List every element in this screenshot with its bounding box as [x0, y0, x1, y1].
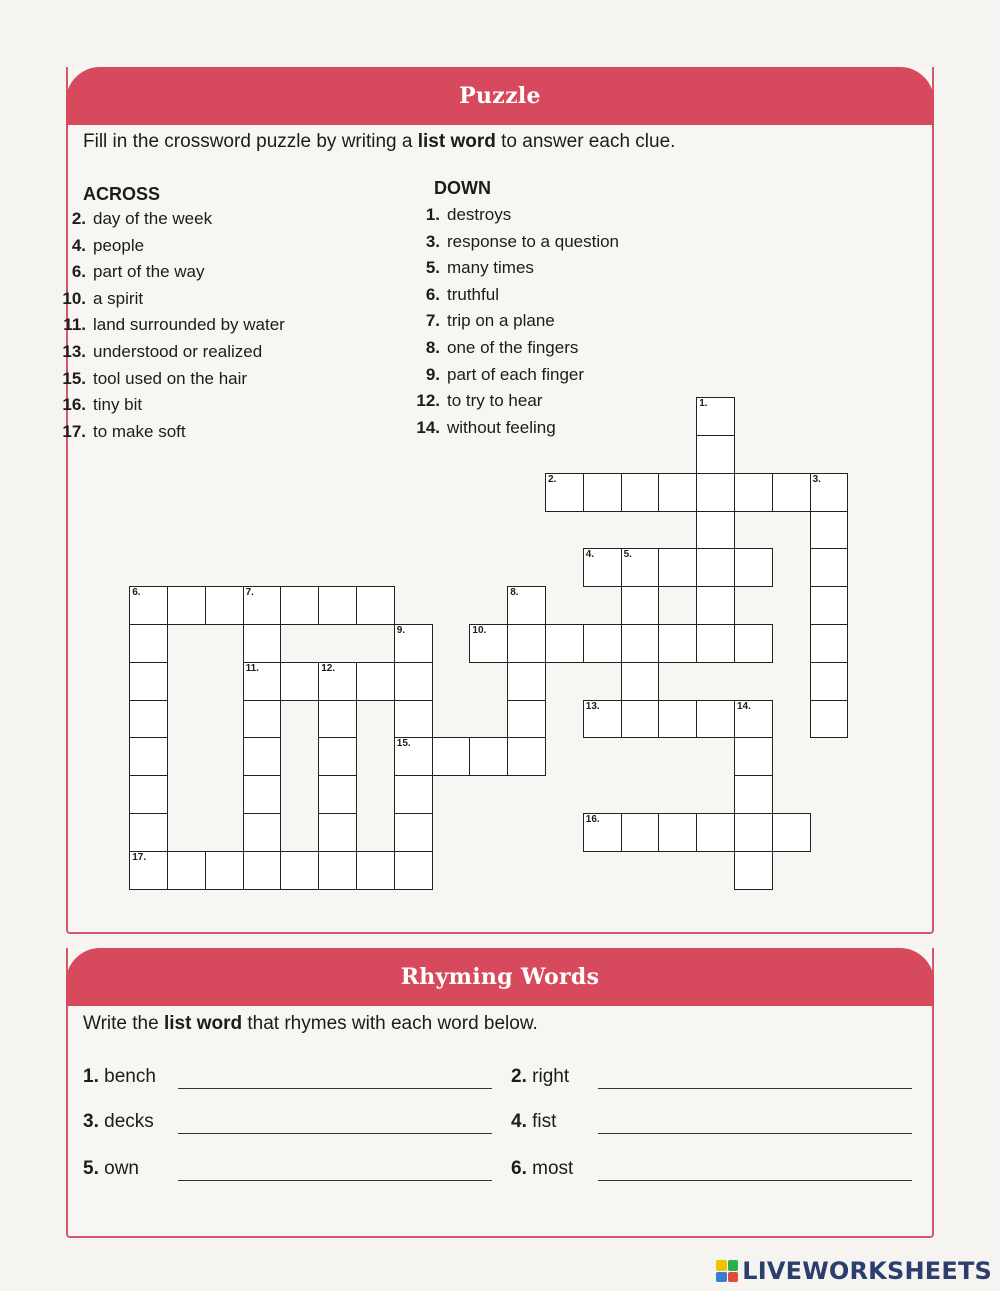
- crossword-cell[interactable]: [243, 813, 282, 852]
- crossword-cell[interactable]: [394, 775, 433, 814]
- crossword-cell[interactable]: [696, 700, 735, 739]
- cell-number: 6.: [132, 587, 141, 599]
- cell-number: 13.: [585, 700, 600, 712]
- crossword-cell[interactable]: [129, 662, 168, 701]
- crossword-cell[interactable]: [318, 851, 357, 890]
- crossword-cell[interactable]: [507, 737, 546, 776]
- crossword-cell[interactable]: [280, 851, 319, 890]
- crossword-cell[interactable]: [621, 624, 660, 663]
- crossword-cell[interactable]: [734, 851, 773, 890]
- rhyme-item: 2. right: [511, 1066, 570, 1087]
- rhyme-item: 6. most: [511, 1158, 574, 1179]
- down-clue: 5. many times: [425, 258, 534, 278]
- cell-number: 4.: [585, 549, 595, 561]
- crossword-cell[interactable]: [658, 624, 697, 663]
- crossword-cell[interactable]: [734, 775, 773, 814]
- crossword-cell[interactable]: [205, 586, 244, 625]
- rhyming-panel: [66, 948, 934, 1238]
- cell-number: 8.: [510, 587, 519, 599]
- crossword-cell[interactable]: [658, 700, 697, 739]
- puzzle-panel: [62, 67, 934, 934]
- crossword-cell[interactable]: [507, 586, 546, 625]
- down-clue: 8. one of the fingers: [425, 338, 579, 357]
- crossword-cell[interactable]: [696, 813, 735, 852]
- crossword-cell[interactable]: [621, 586, 660, 625]
- cell-number: 9.: [396, 625, 406, 636]
- crossword-cell[interactable]: [810, 624, 849, 663]
- cell-number: 1.: [699, 398, 708, 410]
- crossword-cell[interactable]: [621, 700, 660, 739]
- crossword-cell[interactable]: [318, 813, 357, 852]
- puzzle-instructions: Fill in the crossword puzzle by writing a list word to answer each clue.: [83, 131, 676, 152]
- crossword-cell[interactable]: [243, 700, 282, 739]
- crossword-cell[interactable]: [810, 473, 849, 512]
- crossword-cell[interactable]: [507, 700, 546, 739]
- rhyme-item: 1. bench: [83, 1066, 156, 1087]
- crossword-cell[interactable]: [583, 813, 622, 852]
- crossword-cell[interactable]: [583, 548, 622, 587]
- crossword-cell[interactable]: [394, 662, 433, 701]
- crossword-cell[interactable]: [318, 737, 357, 776]
- brand-text: LIVEWORKSHEETS: [742, 1257, 992, 1285]
- crossword-cell[interactable]: [243, 586, 282, 625]
- answer-line[interactable]: [178, 1088, 492, 1089]
- crossword-cell[interactable]: [621, 473, 660, 512]
- crossword-cell[interactable]: [129, 737, 168, 776]
- rhyming-title: Rhyming Words: [400, 964, 600, 990]
- answer-line[interactable]: [598, 1088, 912, 1089]
- crossword-cell[interactable]: [356, 662, 395, 701]
- rhyme-item: 4. fist: [511, 1111, 557, 1132]
- crossword-cell[interactable]: [243, 775, 282, 814]
- crossword-cell[interactable]: [243, 624, 282, 663]
- crossword-cell[interactable]: [280, 586, 319, 625]
- across-clue: 16. tiny bit: [62, 395, 143, 415]
- across-heading: ACROSS: [83, 184, 161, 204]
- across-clue: 10. a spirit: [62, 288, 144, 308]
- crossword-cell[interactable]: [696, 511, 735, 550]
- crossword-cell[interactable]: [734, 737, 773, 776]
- across-clue: 6. part of the way: [71, 262, 205, 282]
- crossword-cell[interactable]: [696, 624, 735, 663]
- crossword-cell[interactable]: [583, 624, 622, 663]
- rhyme-item: 3. decks: [83, 1111, 154, 1132]
- down-heading: DOWN: [434, 178, 491, 198]
- answer-line[interactable]: [598, 1133, 912, 1134]
- down-clue: 12. to try to hear: [416, 391, 543, 411]
- down-clue: 1. destroys: [425, 205, 512, 224]
- crossword-cell[interactable]: [469, 737, 508, 776]
- crossword-cell[interactable]: [583, 473, 622, 512]
- crossword-cell[interactable]: [129, 586, 168, 625]
- crossword-cell[interactable]: [318, 700, 357, 739]
- liveworksheets-logo: [716, 1254, 992, 1288]
- down-clue: 9. part of each finger: [425, 364, 585, 384]
- crossword-cell[interactable]: [734, 473, 773, 512]
- crossword-cell[interactable]: [432, 737, 471, 776]
- crossword-cell[interactable]: [621, 813, 660, 852]
- rhyming-header: [66, 948, 934, 1006]
- crossword-cell[interactable]: [394, 624, 433, 663]
- cell-number: 12.: [321, 662, 336, 674]
- crossword-cell[interactable]: [696, 435, 735, 474]
- crossword-cell[interactable]: [280, 662, 319, 701]
- crossword-cell[interactable]: [243, 737, 282, 776]
- crossword-cell[interactable]: [621, 548, 660, 587]
- answer-line[interactable]: [178, 1180, 492, 1181]
- cell-number: 17.: [132, 851, 147, 863]
- crossword-cell[interactable]: [810, 662, 849, 701]
- cell-number: 11.: [245, 662, 259, 674]
- down-clue: 7. trip on a plane: [425, 311, 555, 331]
- crossword-cell[interactable]: [318, 586, 357, 625]
- crossword-cell[interactable]: [356, 586, 395, 625]
- crossword-cell[interactable]: [696, 586, 735, 625]
- cell-number: 15.: [396, 738, 411, 750]
- cell-number: 10.: [472, 625, 487, 636]
- crossword-cell[interactable]: [167, 586, 206, 625]
- crossword-cell[interactable]: [658, 473, 697, 512]
- crossword-cell[interactable]: [545, 624, 584, 663]
- crossword-cell[interactable]: [318, 662, 357, 701]
- down-clue: 3. response to a question: [425, 231, 620, 251]
- crossword-cell[interactable]: [129, 851, 168, 890]
- crossword-cell[interactable]: [394, 851, 433, 890]
- down-clue: 14. without feeling: [416, 417, 556, 437]
- crossword-cell[interactable]: [658, 813, 697, 852]
- crossword-cell[interactable]: [734, 700, 773, 739]
- rhyming-instructions: Write the list word that rhymes with each word below.: [83, 1013, 538, 1034]
- crossword-cell[interactable]: [696, 473, 735, 512]
- crossword-cell[interactable]: [167, 851, 206, 890]
- crossword-cell[interactable]: [394, 700, 433, 739]
- crossword-cell[interactable]: [810, 700, 849, 739]
- puzzle-title: Puzzle: [459, 83, 541, 109]
- crossword-cell[interactable]: [129, 624, 168, 663]
- crossword-cell[interactable]: [205, 851, 244, 890]
- crossword-cell[interactable]: [696, 397, 735, 436]
- crossword-cell[interactable]: [318, 775, 357, 814]
- crossword-cell[interactable]: [772, 813, 811, 852]
- crossword-cell[interactable]: [810, 511, 849, 550]
- crossword-cell[interactable]: [507, 624, 546, 663]
- crossword-cell[interactable]: [810, 586, 849, 625]
- puzzle-header: [66, 67, 934, 125]
- answer-line[interactable]: [598, 1180, 912, 1181]
- crossword-cell[interactable]: [129, 813, 168, 852]
- crossword-cell[interactable]: [734, 548, 773, 587]
- crossword-cell[interactable]: [243, 662, 282, 701]
- crossword-cell[interactable]: [129, 775, 168, 814]
- crossword-cell[interactable]: [243, 851, 282, 890]
- crossword-cell[interactable]: [658, 548, 697, 587]
- cell-number: 2.: [548, 473, 557, 485]
- cell-number: 16.: [585, 814, 600, 825]
- cell-number: 5.: [623, 549, 632, 561]
- across-clue: 4. people: [71, 235, 145, 255]
- crossword-cell[interactable]: [469, 624, 508, 663]
- across-clue: 11. land surrounded by water: [63, 315, 285, 335]
- crossword-cell[interactable]: [394, 813, 433, 852]
- across-clue: 15. tool used on the hair: [62, 368, 248, 388]
- brand-logo-icon: [716, 1260, 738, 1282]
- across-clue: 13. understood or realized: [62, 342, 263, 361]
- crossword-cell[interactable]: [356, 851, 395, 890]
- cell-number: 3.: [812, 473, 821, 485]
- crossword-cell[interactable]: [394, 737, 433, 776]
- across-clue: 17. to make soft: [62, 421, 186, 441]
- crossword-cell[interactable]: [810, 548, 849, 587]
- cell-number: 14.: [737, 700, 751, 712]
- crossword-cell[interactable]: [734, 624, 773, 663]
- crossword-cell[interactable]: [583, 700, 622, 739]
- crossword-cell[interactable]: [545, 473, 584, 512]
- crossword-cell[interactable]: [621, 662, 660, 701]
- across-clue: 2. day of the week: [71, 209, 213, 228]
- crossword-cell[interactable]: [129, 700, 168, 739]
- crossword-cell[interactable]: [696, 548, 735, 587]
- cell-number: 7.: [245, 587, 254, 599]
- crossword-cell[interactable]: [507, 662, 546, 701]
- crossword-cell[interactable]: [734, 813, 773, 852]
- answer-line[interactable]: [178, 1133, 492, 1134]
- rhyme-item: 5. own: [83, 1158, 139, 1179]
- crossword-cell[interactable]: [772, 473, 811, 512]
- down-clue: 6. truthful: [425, 284, 499, 304]
